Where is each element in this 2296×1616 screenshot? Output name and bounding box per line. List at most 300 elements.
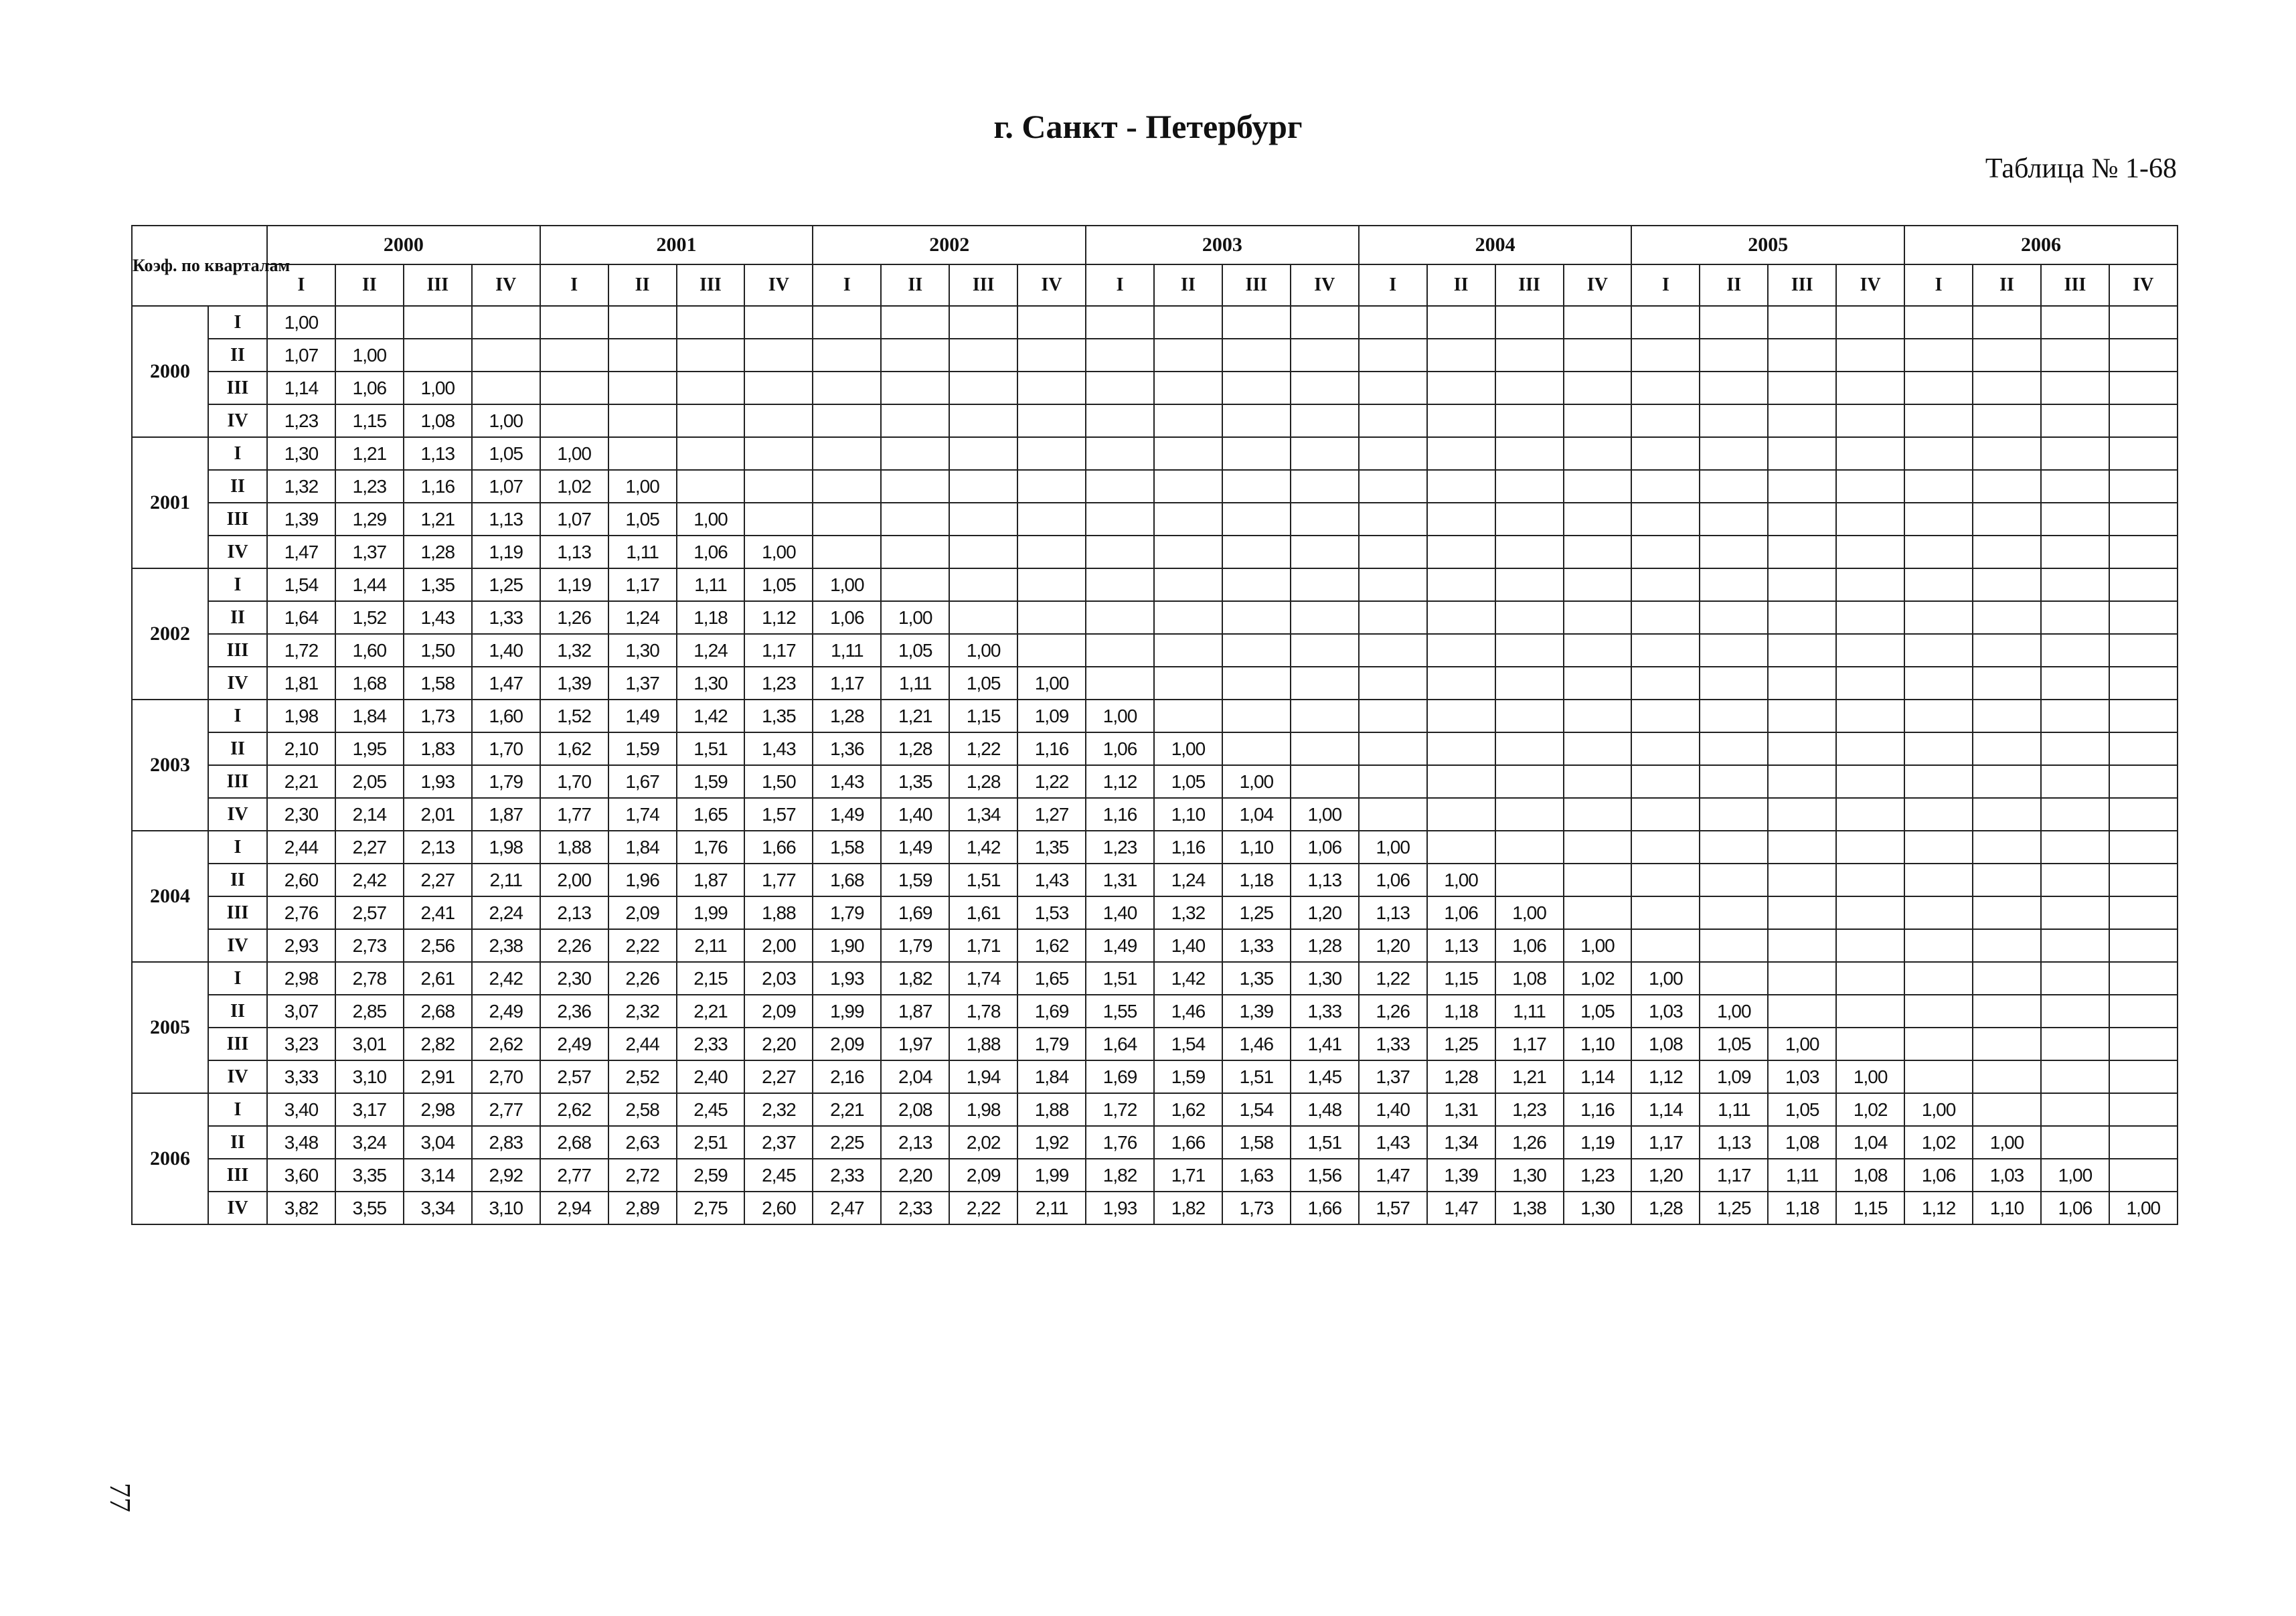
coefficient-cell: 1,12: [1631, 1060, 1700, 1093]
empty-cell: [1836, 929, 1904, 962]
coefficient-cell: 1,39: [1222, 995, 1291, 1028]
table-row: [132, 306, 2178, 339]
coefficient-cell: 1,32: [267, 470, 335, 503]
column-quarter-header: II: [608, 264, 677, 306]
empty-cell: [1836, 536, 1904, 568]
coefficient-cell: 1,62: [540, 732, 608, 765]
empty-cell: [1154, 503, 1222, 536]
row-quarter-header: III: [208, 1159, 267, 1192]
coefficient-cell: 3,04: [404, 1126, 472, 1159]
empty-cell: [1631, 634, 1700, 667]
table-row: [132, 634, 2178, 667]
coefficient-cell: 1,28: [881, 732, 949, 765]
coefficient-cell: 2,38: [472, 929, 540, 962]
coefficient-cell: 1,12: [1086, 765, 1154, 798]
empty-cell: [1495, 306, 1564, 339]
coefficient-cell: 2,33: [813, 1159, 881, 1192]
empty-cell: [1631, 470, 1700, 503]
coefficient-cell: 1,13: [1427, 929, 1495, 962]
coefficient-cell: 1,43: [1017, 864, 1086, 896]
coefficient-cell: 1,09: [1017, 700, 1086, 732]
coefficient-cell: 1,47: [1427, 1192, 1495, 1224]
empty-cell: [1291, 667, 1359, 700]
coefficient-cell: 3,35: [335, 1159, 404, 1192]
empty-cell: [1359, 798, 1427, 831]
coefficient-cell: 1,23: [1564, 1159, 1632, 1192]
coefficient-cell: 1,06: [1086, 732, 1154, 765]
row-quarter-header: IV: [208, 536, 267, 568]
empty-cell: [813, 404, 881, 437]
coefficient-cell: 1,06: [1904, 1159, 1973, 1192]
column-quarter-header: III: [404, 264, 472, 306]
empty-cell: [1631, 864, 1700, 896]
coefficient-cell: 1,58: [813, 831, 881, 864]
empty-cell: [1836, 503, 1904, 536]
coefficient-cell: 1,92: [1017, 1126, 1086, 1159]
coefficient-cell: 1,93: [404, 765, 472, 798]
row-year-header: 2001: [132, 437, 208, 568]
empty-cell: [1222, 306, 1291, 339]
coefficient-cell: 1,15: [1427, 962, 1495, 995]
empty-cell: [1495, 372, 1564, 404]
coefficient-cell: 1,65: [677, 798, 745, 831]
empty-cell: [2041, 437, 2109, 470]
coefficient-cell: 1,28: [1631, 1192, 1700, 1224]
coefficient-cell: 1,95: [335, 732, 404, 765]
empty-cell: [1154, 404, 1222, 437]
empty-cell: [1700, 634, 1768, 667]
coefficient-cell: 2,21: [813, 1093, 881, 1126]
empty-cell: [1222, 372, 1291, 404]
coefficient-cell: 3,23: [267, 1028, 335, 1060]
coefficient-cell: 1,49: [608, 700, 677, 732]
empty-cell: [1154, 634, 1222, 667]
column-quarter-header: IV: [744, 264, 813, 306]
empty-cell: [1700, 667, 1768, 700]
empty-cell: [744, 306, 813, 339]
coefficient-cell: 1,08: [1631, 1028, 1700, 1060]
coefficient-cell: 1,28: [404, 536, 472, 568]
empty-cell: [1291, 339, 1359, 372]
coefficient-cell: 1,23: [267, 404, 335, 437]
empty-cell: [472, 306, 540, 339]
coefficient-cell: 2,91: [404, 1060, 472, 1093]
empty-cell: [2041, 700, 2109, 732]
empty-cell: [744, 339, 813, 372]
coefficient-cell: 1,47: [267, 536, 335, 568]
empty-cell: [1017, 601, 1086, 634]
empty-cell: [813, 306, 881, 339]
coefficient-cell: 1,13: [1291, 864, 1359, 896]
empty-cell: [1904, 798, 1973, 831]
empty-cell: [949, 568, 1017, 601]
empty-cell: [2041, 404, 2109, 437]
column-quarter-header: I: [813, 264, 881, 306]
coefficient-cell: 1,60: [335, 634, 404, 667]
empty-cell: [1564, 536, 1632, 568]
empty-cell: [1700, 536, 1768, 568]
empty-cell: [1564, 667, 1632, 700]
coefficient-cell: 1,82: [1086, 1159, 1154, 1192]
empty-cell: [1359, 503, 1427, 536]
empty-cell: [1154, 306, 1222, 339]
empty-cell: [1427, 831, 1495, 864]
column-quarter-header: IV: [1291, 264, 1359, 306]
empty-cell: [1495, 798, 1564, 831]
corner-label: Коэф. по кварталам: [132, 226, 267, 306]
empty-cell: [2041, 765, 2109, 798]
empty-cell: [1427, 470, 1495, 503]
empty-cell: [1222, 732, 1291, 765]
coefficient-cell: 1,10: [1154, 798, 1222, 831]
coefficient-cell: 2,56: [404, 929, 472, 962]
coefficient-cell: 1,31: [1427, 1093, 1495, 1126]
empty-cell: [1904, 601, 1973, 634]
coefficient-cell: 1,31: [1086, 864, 1154, 896]
coefficient-cell: 1,25: [1222, 896, 1291, 929]
coefficient-cell: 1,05: [744, 568, 813, 601]
coefficient-cell: 1,07: [472, 470, 540, 503]
coefficient-cell: 2,85: [335, 995, 404, 1028]
coefficient-cell: 1,37: [335, 536, 404, 568]
coefficient-cell: 1,00: [404, 372, 472, 404]
coefficient-cell: 1,10: [1973, 1192, 2041, 1224]
coefficient-cell: 2,05: [335, 765, 404, 798]
row-year-header: 2000: [132, 306, 208, 437]
coefficient-cell: 2,89: [608, 1192, 677, 1224]
coefficient-cell: 1,05: [608, 503, 677, 536]
column-year-header: 2003: [1086, 226, 1359, 264]
empty-cell: [1291, 732, 1359, 765]
coefficient-cell: 1,16: [404, 470, 472, 503]
coefficient-cell: 1,06: [1359, 864, 1427, 896]
coefficient-cell: 1,27: [1017, 798, 1086, 831]
coefficient-cell: 1,00: [335, 339, 404, 372]
empty-cell: [1973, 896, 2041, 929]
coefficient-cell: 1,35: [1222, 962, 1291, 995]
empty-cell: [1291, 306, 1359, 339]
column-quarter-header: IV: [1564, 264, 1632, 306]
empty-cell: [1700, 568, 1768, 601]
coefficient-cell: 1,40: [1154, 929, 1222, 962]
coefficient-cell: 1,15: [949, 700, 1017, 732]
coefficient-cell: 2,13: [881, 1126, 949, 1159]
coefficient-cell: 2,11: [1017, 1192, 1086, 1224]
coefficient-cell: 1,20: [1291, 896, 1359, 929]
coefficient-cell: 1,28: [949, 765, 1017, 798]
coefficient-cell: 1,49: [881, 831, 949, 864]
coefficient-cell: 1,72: [1086, 1093, 1154, 1126]
column-quarter-header: IV: [1836, 264, 1904, 306]
empty-cell: [1222, 568, 1291, 601]
coefficient-cell: 2,83: [472, 1126, 540, 1159]
empty-cell: [1904, 437, 1973, 470]
empty-cell: [677, 339, 745, 372]
empty-cell: [2109, 864, 2178, 896]
coefficient-cell: 2,51: [677, 1126, 745, 1159]
empty-cell: [1564, 700, 1632, 732]
empty-cell: [949, 339, 1017, 372]
empty-cell: [813, 339, 881, 372]
empty-cell: [949, 601, 1017, 634]
coefficient-cell: 1,58: [404, 667, 472, 700]
empty-cell: [949, 404, 1017, 437]
column-quarter-header: III: [1495, 264, 1564, 306]
coefficient-cell: 1,76: [677, 831, 745, 864]
empty-cell: [1564, 339, 1632, 372]
coefficient-cell: 1,58: [1222, 1126, 1291, 1159]
coefficient-cell: 1,59: [1154, 1060, 1222, 1093]
column-quarter-header: IV: [2109, 264, 2178, 306]
coefficient-cell: 1,32: [540, 634, 608, 667]
empty-cell: [1904, 896, 1973, 929]
empty-cell: [1631, 929, 1700, 962]
empty-cell: [608, 404, 677, 437]
empty-cell: [1904, 732, 1973, 765]
coefficient-cell: 1,35: [881, 765, 949, 798]
empty-cell: [1973, 831, 2041, 864]
coefficient-cell: 1,59: [677, 765, 745, 798]
empty-cell: [1631, 667, 1700, 700]
empty-cell: [1291, 437, 1359, 470]
coefficient-cell: 2,98: [267, 962, 335, 995]
empty-cell: [1973, 306, 2041, 339]
column-quarter-header: III: [949, 264, 1017, 306]
coefficient-cell: 1,42: [677, 700, 745, 732]
empty-cell: [2041, 503, 2109, 536]
coefficient-cell: 2,37: [744, 1126, 813, 1159]
empty-cell: [1768, 503, 1836, 536]
empty-cell: [1836, 896, 1904, 929]
coefficient-cell: 1,00: [1017, 667, 1086, 700]
empty-cell: [1768, 732, 1836, 765]
empty-cell: [1904, 700, 1973, 732]
empty-cell: [1564, 864, 1632, 896]
empty-cell: [1564, 470, 1632, 503]
coefficient-cell: 1,47: [472, 667, 540, 700]
column-quarter-header: I: [1359, 264, 1427, 306]
coefficient-cell: 1,22: [1359, 962, 1427, 995]
coefficient-cell: 1,33: [1359, 1028, 1427, 1060]
coefficient-cell: 1,49: [813, 798, 881, 831]
empty-cell: [1291, 700, 1359, 732]
empty-cell: [1836, 601, 1904, 634]
empty-cell: [677, 404, 745, 437]
coefficient-cell: 1,28: [1291, 929, 1359, 962]
coefficient-cell: 3,48: [267, 1126, 335, 1159]
empty-cell: [1631, 568, 1700, 601]
row-quarter-header: I: [208, 962, 267, 995]
coefficient-cell: 2,09: [813, 1028, 881, 1060]
empty-cell: [1017, 404, 1086, 437]
coefficient-cell: 2,57: [540, 1060, 608, 1093]
coefficient-cell: 1,19: [540, 568, 608, 601]
coefficient-cell: 1,37: [1359, 1060, 1427, 1093]
empty-cell: [1836, 437, 1904, 470]
empty-cell: [2041, 306, 2109, 339]
empty-cell: [1904, 536, 1973, 568]
row-quarter-header: I: [208, 437, 267, 470]
coefficient-cell: 1,48: [1291, 1093, 1359, 1126]
empty-cell: [1631, 503, 1700, 536]
row-quarter-header: I: [208, 568, 267, 601]
coefficient-cell: 2,01: [404, 798, 472, 831]
coefficient-cell: 1,17: [608, 568, 677, 601]
coefficient-cell: 1,11: [1495, 995, 1564, 1028]
coefficient-cell: 1,79: [1017, 1028, 1086, 1060]
coefficient-cell: 1,51: [677, 732, 745, 765]
empty-cell: [1359, 404, 1427, 437]
empty-cell: [2109, 1028, 2178, 1060]
empty-cell: [1427, 798, 1495, 831]
coefficient-cell: 1,62: [1154, 1093, 1222, 1126]
column-quarter-header: IV: [472, 264, 540, 306]
empty-cell: [1154, 372, 1222, 404]
table-row: [132, 503, 2178, 536]
empty-cell: [1564, 568, 1632, 601]
empty-cell: [1973, 1093, 2041, 1126]
coefficient-cell: 1,19: [1564, 1126, 1632, 1159]
coefficient-cell: 1,66: [744, 831, 813, 864]
empty-cell: [2109, 995, 2178, 1028]
empty-cell: [1700, 896, 1768, 929]
table-row: [132, 601, 2178, 634]
empty-cell: [2109, 634, 2178, 667]
coefficient-cell: 1,35: [404, 568, 472, 601]
empty-cell: [1427, 536, 1495, 568]
empty-cell: [1836, 995, 1904, 1028]
coefficient-cell: 1,36: [813, 732, 881, 765]
column-quarter-header: III: [1222, 264, 1291, 306]
empty-cell: [1836, 306, 1904, 339]
coefficient-cell: 1,22: [949, 732, 1017, 765]
coefficient-cell: 2,72: [608, 1159, 677, 1192]
column-quarter-header: III: [677, 264, 745, 306]
empty-cell: [1836, 372, 1904, 404]
coefficient-cell: 2,21: [677, 995, 745, 1028]
coefficient-cell: 1,49: [1086, 929, 1154, 962]
coefficient-cell: 1,26: [1495, 1126, 1564, 1159]
empty-cell: [1904, 1060, 1973, 1093]
coefficient-cell: 1,65: [1017, 962, 1086, 995]
table-row: [132, 372, 2178, 404]
empty-cell: [2041, 1126, 2109, 1159]
coefficient-cell: 1,69: [881, 896, 949, 929]
empty-cell: [1973, 568, 2041, 601]
coefficient-cell: 1,00: [1154, 732, 1222, 765]
coefficient-cell: 2,82: [404, 1028, 472, 1060]
coefficient-cell: 2,42: [335, 864, 404, 896]
coefficient-cell: 1,79: [881, 929, 949, 962]
coefficient-cell: 1,76: [1086, 1126, 1154, 1159]
empty-cell: [1700, 503, 1768, 536]
column-quarter-header: I: [1086, 264, 1154, 306]
coefficient-cell: 2,00: [744, 929, 813, 962]
empty-cell: [949, 372, 1017, 404]
column-quarter-header: III: [2041, 264, 2109, 306]
coefficient-cell: 1,28: [1427, 1060, 1495, 1093]
empty-cell: [1700, 372, 1768, 404]
coefficient-cell: 1,16: [1154, 831, 1222, 864]
empty-cell: [1222, 634, 1291, 667]
coefficient-cell: 1,62: [1017, 929, 1086, 962]
coefficient-cell: 1,47: [1359, 1159, 1427, 1192]
empty-cell: [1904, 503, 1973, 536]
empty-cell: [1495, 700, 1564, 732]
row-quarter-header: IV: [208, 1192, 267, 1224]
coefficient-cell: 1,09: [1700, 1060, 1768, 1093]
empty-cell: [1017, 536, 1086, 568]
coefficient-cell: 1,00: [744, 536, 813, 568]
empty-cell: [949, 306, 1017, 339]
empty-cell: [1495, 831, 1564, 864]
coefficient-cell: 2,62: [540, 1093, 608, 1126]
empty-cell: [1836, 667, 1904, 700]
coefficient-cell: 1,00: [1973, 1126, 2041, 1159]
coefficient-cell: 1,99: [677, 896, 745, 929]
table-row: [132, 568, 2178, 601]
empty-cell: [1427, 732, 1495, 765]
coefficient-cell: 2,30: [540, 962, 608, 995]
coefficient-cell: 1,08: [404, 404, 472, 437]
empty-cell: [2109, 1093, 2178, 1126]
coefficient-cell: 1,34: [949, 798, 1017, 831]
empty-cell: [1017, 503, 1086, 536]
row-quarter-header: II: [208, 1126, 267, 1159]
empty-cell: [1973, 765, 2041, 798]
empty-cell: [2109, 470, 2178, 503]
empty-cell: [1222, 437, 1291, 470]
empty-cell: [2109, 1159, 2178, 1192]
empty-cell: [1768, 339, 1836, 372]
coefficient-cell: 1,84: [1017, 1060, 1086, 1093]
column-quarter-header: I: [540, 264, 608, 306]
row-quarter-header: II: [208, 995, 267, 1028]
coefficient-cell: 1,12: [1904, 1192, 1973, 1224]
empty-cell: [1768, 896, 1836, 929]
empty-cell: [1222, 339, 1291, 372]
coefficient-cell: 1,67: [608, 765, 677, 798]
coefficient-cell: 2,26: [540, 929, 608, 962]
coefficient-cell: 2,10: [267, 732, 335, 765]
coefficient-cell: 1,30: [267, 437, 335, 470]
coefficient-cell: 3,24: [335, 1126, 404, 1159]
empty-cell: [1495, 634, 1564, 667]
empty-cell: [1427, 437, 1495, 470]
empty-cell: [1904, 962, 1973, 995]
coefficient-cell: 1,00: [1086, 700, 1154, 732]
coefficient-cell: 2,75: [677, 1192, 745, 1224]
coefficient-cell: 1,11: [881, 667, 949, 700]
coefficient-cell: 1,05: [472, 437, 540, 470]
coefficient-cell: 1,54: [1222, 1093, 1291, 1126]
empty-cell: [1359, 306, 1427, 339]
coefficient-cell: 1,30: [677, 667, 745, 700]
coefficient-cell: 1,17: [1631, 1126, 1700, 1159]
coefficient-cell: 1,39: [540, 667, 608, 700]
empty-cell: [1086, 568, 1154, 601]
empty-cell: [1836, 831, 1904, 864]
row-quarter-header: I: [208, 700, 267, 732]
empty-cell: [1495, 732, 1564, 765]
table-row: [132, 929, 2178, 962]
empty-cell: [1836, 765, 1904, 798]
coefficient-cell: 1,46: [1154, 995, 1222, 1028]
empty-cell: [1017, 437, 1086, 470]
coefficient-cell: 1,23: [335, 470, 404, 503]
empty-cell: [2109, 667, 2178, 700]
empty-cell: [1631, 831, 1700, 864]
